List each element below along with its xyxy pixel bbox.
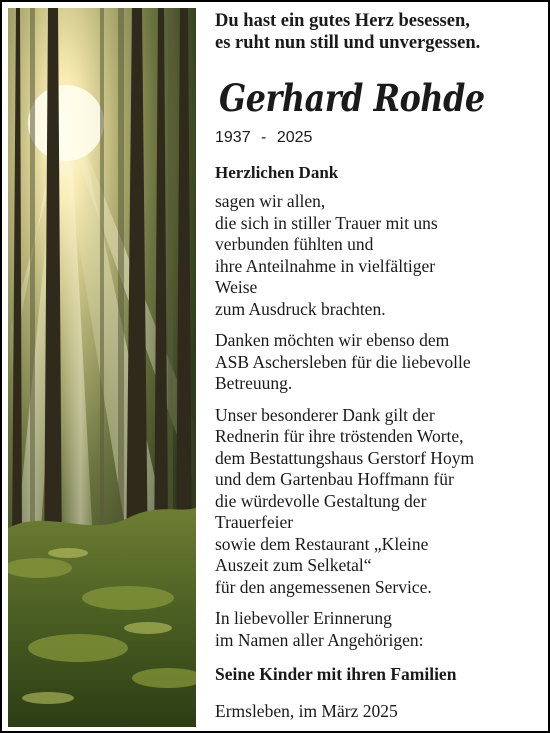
- thanks-paragraph-2: [215, 330, 545, 395]
- motto-line-2: es ruht nun still und unvergessen.: [215, 33, 481, 53]
- place-and-date: Ermsleben, im März 2025: [215, 701, 398, 721]
- text-line: ASB Aschersleben für die liebevolle: [215, 351, 471, 372]
- text-line: verbunden fühlten und: [215, 234, 374, 254]
- text-line: Weise: [215, 277, 258, 297]
- thanks-paragraph-3: [215, 405, 545, 599]
- text-line: Danken möchten wir ebenso dem: [215, 330, 450, 350]
- thanks-paragraph-1: [215, 191, 545, 320]
- thanks-heading: Herzlichen Dank: [215, 163, 339, 182]
- text-line: Betreuung.: [215, 373, 293, 393]
- deceased-name: Gerhard Rohde: [219, 76, 485, 120]
- text-line: zum Ausdruck brachten.: [215, 298, 386, 319]
- motto: [215, 10, 545, 54]
- date-separator: -: [261, 129, 267, 146]
- text-line: im Namen aller Angehörigen:: [215, 629, 424, 650]
- text-line: In liebevoller Erinnerung: [215, 608, 392, 628]
- text-line: dem Bestattungshaus Gerstorf Hoym: [215, 447, 475, 468]
- signature: Seine Kinder mit ihren Familien: [215, 664, 457, 684]
- text-line: die würdevolle Gestaltung der: [215, 490, 427, 511]
- text-line: die sich in stiller Trauer mit uns: [215, 212, 438, 233]
- notice-text: [215, 10, 545, 722]
- thanks-paragraph-4: [215, 608, 545, 651]
- text-line: und dem Gartenbau Hoffmann für: [215, 469, 454, 489]
- life-dates: [215, 128, 545, 148]
- motto-line-1: Du hast ein gutes Herz besessen,: [215, 11, 470, 31]
- text-line: Rednerin für ihre tröstenden Worte,: [215, 426, 464, 446]
- text-line: Trauerfeier: [215, 512, 294, 532]
- text-line: sowie dem Restaurant „Kleine: [215, 533, 429, 554]
- text-line: für den angemessenen Service.: [215, 576, 432, 597]
- text-line: ihre Anteilnahme in vielfältiger: [215, 255, 436, 276]
- birth-year: 1937: [215, 129, 251, 146]
- death-year: 2025: [276, 129, 313, 146]
- forest-sunlight-image: [8, 8, 196, 727]
- text-line: Unser besonderer Dank gilt der: [215, 404, 435, 425]
- text-line: sagen wir allen,: [215, 191, 326, 211]
- text-line: Auszeit zum Selketal“: [215, 555, 372, 575]
